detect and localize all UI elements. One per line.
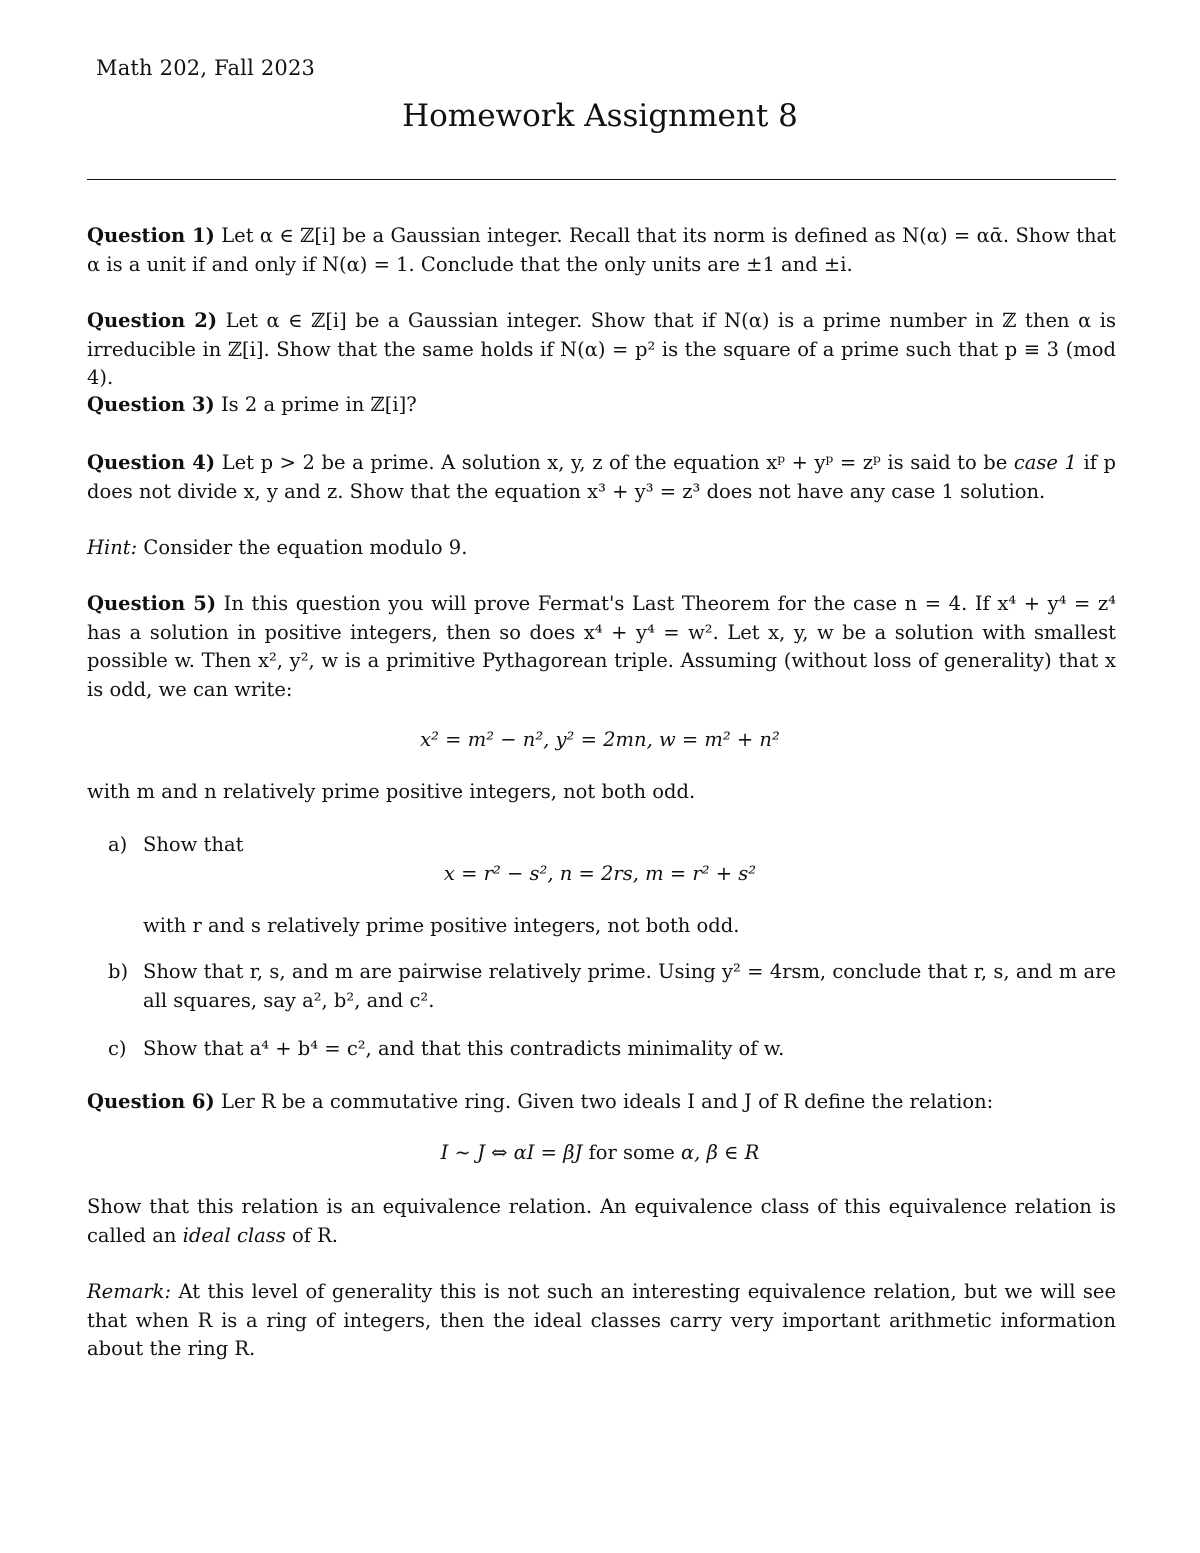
part-a-after: with r and s relatively prime positive integers, not both odd. [143,914,740,937]
question-4 [87,449,1116,506]
page-title: Homework Assignment 8 [402,98,798,134]
question-2-label: Question 2) [87,309,218,332]
relation-math: I ∼ J ⇔ αI = βJ [440,1141,583,1164]
part-c-text: Show that a⁴ + b⁴ = c², and that this contradicts minimality of w. [143,1037,785,1060]
part-a-text: Show that [143,833,244,856]
question-1-label: Question 1) [87,224,215,247]
part-a-label: a) [108,833,128,856]
question-6-after [87,1193,1116,1250]
remark [87,1278,1116,1364]
question-5-display-equation: x² = m² − n², y² = 2mn, w = m² + n² [420,728,780,751]
question-3-text: Is 2 a prime in ℤ[i]? [220,393,417,416]
question-6-after-a: Show that this relation is an equivalence relation. An equivalence class of this equivalence relation is called an [87,1195,1116,1247]
part-a-display-equation: x = r² − s², n = 2rs, m = r² + s² [443,862,757,885]
question-6-text: Ler R be a commutative ring. Given two ideals I and J of R define the relation: [220,1090,994,1113]
question-5-label: Question 5) [87,592,217,615]
course-label: Math 202, Fall 2023 [96,56,316,80]
hint-label: Hint: [87,536,138,559]
question-6 [87,1088,1116,1117]
ideal-class-term: ideal class [182,1223,286,1247]
question-4-case-term: case 1 [1013,451,1077,474]
title-rule [87,179,1116,180]
part-c-label: c) [108,1037,127,1060]
question-5-after-display: with m and n relatively prime positive integers, not both odd. [87,780,696,803]
part-b-text: Show that r, s, and m are pairwise relatively prime. Using y² = 4rsm, conclude that r, s, and m are all squares, say a², b², and c². [143,960,1116,1012]
question-4-label: Question 4) [87,451,216,474]
hint-text: Consider the equation modulo 9. [143,536,468,559]
remark-text: At this level of generality this is not such an interesting equivalence relation, but we will see that when R is a ring of integers, then the ideal classes carry very important arithmetic information about the ring R. [87,1280,1116,1360]
question-5-text: In this question you will prove Fermat's Last Theorem for the case n = 4. If x⁴ + y⁴ = z⁴ has a solution in positive integers, then so does x⁴ + y⁴ = w². Let x, y, w be a solution with smallest possible w. Then x², y², w is a primitive Pythagorean triple. Assuming (without loss of generality) that x is odd, we can write: [87,592,1116,701]
remark-label: Remark: [87,1280,172,1303]
question-4-text-a: Let p > 2 be a prime. A solution x, y, z of the equation xᵖ + yᵖ = zᵖ is said to be [221,451,1008,474]
relation-text: for some [588,1141,675,1164]
part-b-label: b) [108,960,129,983]
question-1-text: Let α ∈ ℤ[i] be a Gaussian integer. Recall that its norm is defined as N(α) = αᾱ. Show that α is a unit if and only if N(α) = 1. Conclude that the only units are ±1 and ±i. [87,224,1116,276]
question-3-label: Question 3) [87,393,215,416]
relation-math-2: α, β ∈ R [681,1141,760,1164]
question-6-label: Question 6) [87,1090,215,1113]
question-4-text-b: if p does not divide x, y and z. Show that the equation x³ + y³ = z³ does not have any case 1 solution. [87,451,1117,503]
question-2-text: Let α ∈ ℤ[i] be a Gaussian integer. Show that if N(α) is a prime number in ℤ then α is irreducible in ℤ[i]. Show that the same holds if N(α) = p² is the square of a prime such that p ≡ 3 (mod 4). [87,309,1117,389]
question-1 [87,222,1116,279]
question-6-after-b: of R. [291,1223,339,1247]
question-5 [87,590,1116,704]
question-4-hint [87,534,1116,563]
question-6-display-equation [0,1141,1200,1164]
question-2 [87,307,1116,393]
question-3 [87,391,1116,420]
